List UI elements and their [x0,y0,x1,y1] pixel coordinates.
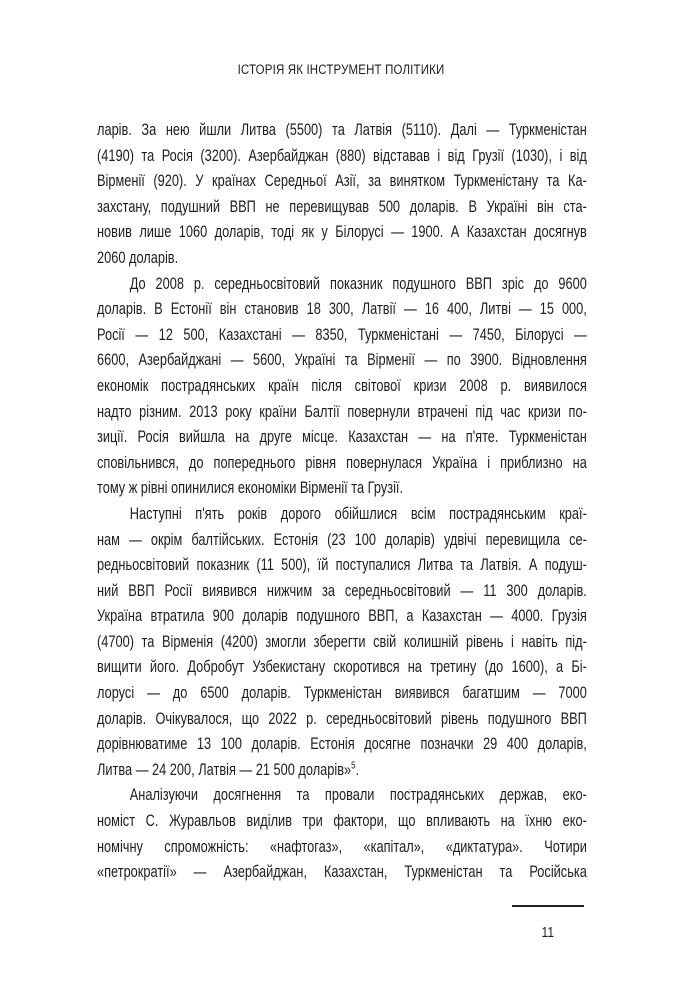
text-line: редньосвітовий показник (11 500), їй поступалися Литва та Латвія. А подуш- [97,556,587,575]
text-line: (4190) та Росія (3200). Азербайджан (880) відставав і від Грузії (1030), і від [97,146,587,165]
page-number: 11 [541,924,555,941]
text-line: доларів. В Естонії він становив 18 300, Латвії — 16 400, Литві — 15 000, [97,300,587,319]
page-body [97,118,587,886]
paragraph-2 [97,272,587,502]
text-line: Україна втратила 900 доларів подушного ВВП, а Казахстан — 4000. Грузія [97,607,587,626]
text-line: номіст С. Журавльов виділив три фактори, що впливають на їхню еко- [97,812,587,831]
text-line: ний ВВП Росії виявився нижчим за середньосвітовий — 11 300 доларів. [97,581,587,600]
page-number-rule [512,905,584,907]
text-line [97,758,587,784]
text-line: Наступні п'ять років дорого обійшлися всім пострадянським краї- [129,504,587,523]
text-line: дорівнюватиме 13 100 доларів. Естонія досягне позначки 29 400 доларів, [97,735,587,754]
text-line: вищити його. Добробут Узбекистану скоротився на третину (до 1600), а Бі- [97,658,587,677]
text-line: До 2008 р. середньосвітовий показник подушного ВВП зріс до 9600 [129,274,587,293]
text-line: 2060 доларів. [97,248,179,267]
running-header: ІСТОРІЯ ЯК ІНСТРУМЕНТ ПОЛІТИКИ [237,62,445,77]
paragraph-1 [97,118,587,272]
text-line: надто різним. 2013 року країни Балтії повернули втрачені під час кризи по- [97,402,587,421]
text-line: новив лише 1060 доларів, тоді як у Білорусі — 1900. А Казахстан досягнув [97,223,587,242]
text-line: сповільнився, до попереднього рівня повернулася Україна і приблизно на [97,453,587,472]
text-line: тому ж рівні опинилися економіки Вірменії та Грузії. [97,479,404,498]
text-line: Вірменії (920). У країнах Середньої Азії, за винятком Туркменістану та Ка- [97,172,587,191]
text-line: нам — окрім балтійських. Естонія (23 100 доларів) удвічі перевищила се- [97,530,587,549]
footnote-reference[interactable]: 5 [351,760,356,772]
text-line: захстану, подушний ВВП не перевищував 500 доларів. В Україні він ста- [97,197,587,216]
text-line-content: Литва — 24 200, Латвія — 21 500 доларів» [97,760,352,779]
text-line: ларів. За нею йшли Литва (5500) та Латвія (5110). Далі — Туркменістан [97,121,587,139]
text-line: (4700) та Вірменія (4200) змогли зберегти свій колишній рівень і навіть під- [97,632,587,651]
text-line: лорусі — до 6500 доларів. Туркменістан виявився багатшим — 7000 [97,684,587,703]
text-line: доларів. Очікувалося, що 2022 р. середньосвітовий рівень подушного ВВП [97,709,587,728]
sentence-period: . [355,760,360,779]
text-line: Росії — 12 500, Казахстані — 8350, Туркменістані — 7450, Білорусі — [97,325,587,344]
text-line: Аналізуючи досягнення та провали пострадянських держав, еко- [129,786,587,805]
text-line: номічну спроможність: «нафтогаз», «капітал», «диктатура». Чотири [97,837,587,856]
text-line: 6600, Азербайджані — 5600, Україні та Вірменії — по 3900. Відновлення [97,351,587,370]
paragraph-3 [97,502,587,784]
text-line: «петрократії» — Азербайджан, Казахстан, Туркменістан та Російська [97,863,587,882]
paragraph-4 [97,783,587,885]
text-line: економік пострадянських країн після світової кризи 2008 р. виявилося [97,376,587,395]
text-line: зиції. Росія вийшла на друге місце. Казахстан — на п'яте. Туркменістан [97,428,587,447]
